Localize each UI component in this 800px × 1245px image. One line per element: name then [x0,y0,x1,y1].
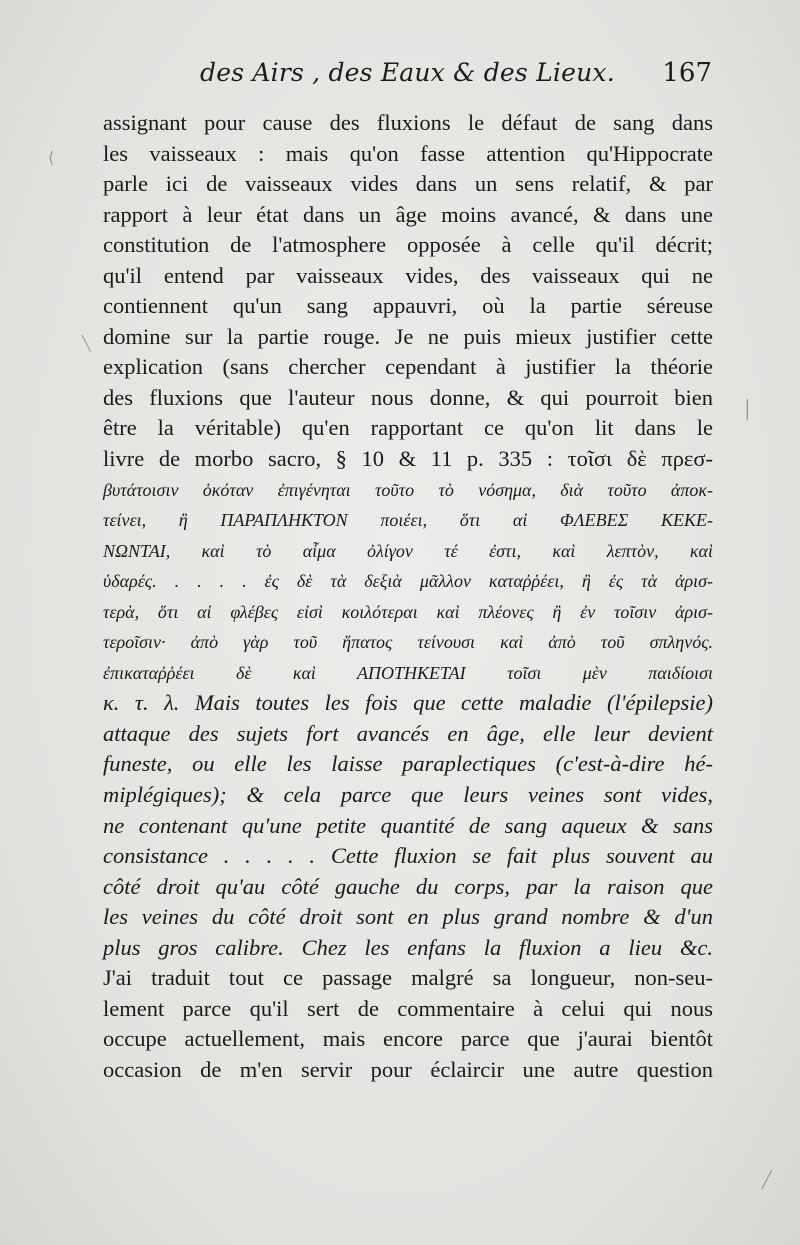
text-line: des fluxions que l'auteur nous donne, & qui pourroit bien [103,384,713,410]
text-line: livre de morbo sacro, § 10 & 11 p. 335 : τοῖσι δὲ πρεσ- [103,446,713,472]
text-line: funeste, ou elle les laisse paraplectiques (c'est-à-dire hé- [103,751,713,777]
text-line: qu'il entend par vaisseaux vides, des vaisseaux qui ne [103,262,713,288]
margin-mark: ⟨ [48,148,55,167]
text-line: les veines du côté droit sont en plus grand nombre & d'un [103,904,713,930]
text-line: attaque des sujets fort avancés en âge, elle leur devient [103,720,713,746]
text-line: βυτάτοισιν ὁκόταν ἐπιγένηται τοῦτο τὸ νόσημα, διὰ τοῦτο ἀποκ- [103,479,713,500]
text-line: occasion de m'en servir pour éclaircir une autre question [103,1056,713,1082]
margin-mark: ╱ [762,1170,772,1189]
text-line: τερὰ, ὅτι αἱ φλέβες εἰσὶ κοιλότεραι καὶ πλέονες ἢ ἐν τοῖσιν ἀρισ- [103,601,713,622]
text-line: les vaisseaux : mais qu'on fasse attention qu'Hippocrate [103,140,713,166]
text-line: domine sur la partie rouge. Je ne puis mieux justifier cette [103,323,713,349]
margin-mark: ╲ [82,336,91,352]
text-line: lement parce qu'il sert de commentaire à celui qui nous [103,995,713,1021]
text-line: occupe actuellement, mais encore parce que j'aurai bientôt [103,1026,713,1052]
text-line: ὑδαρές. . . . . ἐς δὲ τὰ δεξιὰ μᾶλλον καταῤῥέει, ἢ ἐς τὰ ἀρισ- [103,571,713,592]
running-title: des Airs , des Eaux & des Lieux. [200,58,615,87]
text-line: parle ici de vaisseaux vides dans un sens relatif, & par [103,171,713,197]
page-number: 167 [662,58,712,88]
text-line: contiennent qu'un sang appauvri, où la partie séreuse [103,293,713,319]
text-line: assignant pour cause des fluxions le défaut de sang dans [103,110,713,135]
text-line: τείνει, ἢ ΠΑΡΑΠΛΗΚΤΟΝ ποιέει, ὅτι αἱ ΦΛΕΒΕΣ ΚΕΚΕ- [103,510,713,531]
page-header [200,58,720,98]
text-line: ΝΩΝΤΑΙ, καὶ τὸ αἷμα ὀλίγον τέ ἐστι, καὶ λεπτὸν, καὶ [103,540,713,561]
text-line: explication (sans chercher cependant à justifier la théorie [103,354,713,380]
margin-mark: │ [742,400,753,421]
text-line: plus gros calibre. Chez les enfans la fluxion a lieu &c. [103,934,713,960]
text-line: τεροῖσιν· ἀπὸ γὰρ τοῦ ἥπατος τείνουσι καὶ ἀπὸ τοῦ σπληνός. [103,632,713,653]
text-line: κ. τ. λ. Mais toutes les fois que cette maladie (l'épilepsie) [103,690,713,716]
text-line: ἐπικαταῤῥέει δὲ καὶ ΑΠΟΤΗΚΕΤΑΙ τοῖσι μὲν παιδίοισι [103,662,713,683]
text-line: être la véritable) qu'en rapportant ce qu'on lit dans le [103,415,713,441]
text-line: rapport à leur état dans un âge moins avancé, & dans une [103,201,713,227]
text-line: ne contenant qu'une petite quantité de sang aqueux & sans [103,812,713,838]
body-text [103,108,713,1086]
text-line: côté droit qu'au côté gauche du corps, par la raison que [103,873,713,899]
text-line: consistance . . . . . Cette fluxion se fait plus souvent au [103,843,713,869]
text-line: miplégiques); & cela parce que leurs veines sont vides, [103,782,713,808]
text-line: J'ai traduit tout ce passage malgré sa longueur, non-seu- [103,965,713,991]
text-line: constitution de l'atmosphere opposée à celle qu'il décrit; [103,232,713,258]
